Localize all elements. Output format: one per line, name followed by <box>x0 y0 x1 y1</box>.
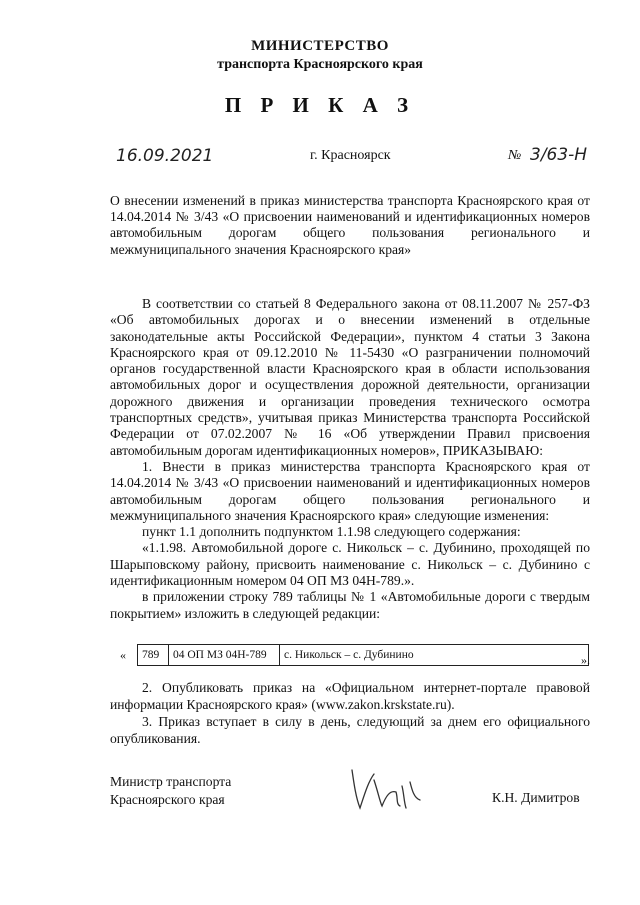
handwritten-signature <box>340 762 430 814</box>
preamble-paragraph: В соответствии со статьей 8 Федерального закона от 08.11.2007 № 257-ФЗ «Об автомобильных дорогах и о внесении изменений в отдельные законодательные акты Российской Федерации», пунктом 4 статьи 3 Закона Красноярского края от 09.12.2010 № 11-5430 «О разграничении полномочий органов государственной власти Красноярского края в области использования автомобильных дорог и осуществления дорожной деятельности, организации дорожного движения и организации проведения технического осмотра транспортных средств», учитывая приказ Министерства транспорта Российской Федерации от 07.02.2007 № 16 «Об утверждении Правил присвоения автомобильным дорогам идентификационных номеров», ПРИКАЗЫВАЮ: <box>110 296 590 458</box>
item-1-1-paragraph: пункт 1.1 дополнить подпунктом 1.1.98 следующего содержания: <box>142 524 521 540</box>
item-2-paragraph: 2. Опубликовать приказ на «Официальном интернет-портале правовой информации Красноярского края» (www.zakon.krskstate.ru). <box>110 680 590 712</box>
document-body-continued <box>110 679 590 747</box>
table-cell-name: с. Никольск – с. Дубинино <box>280 645 589 666</box>
document-city: г. Красноярск <box>310 148 391 163</box>
signatory-position-line2: Красноярского края <box>110 792 225 807</box>
ministry-region: транспорта Красноярского края <box>217 57 423 72</box>
item-3-paragraph: 3. Приказ вступает в силу в день, следующий за днем его официального опубликования. <box>110 714 590 746</box>
road-table-row <box>137 644 589 666</box>
signatory-position-line1: Министр транспорта <box>110 774 232 789</box>
quote-open: « <box>120 648 126 662</box>
table-cell-id: 04 ОП МЗ 04Н-789 <box>169 645 280 666</box>
document-subject: О внесении изменений в приказ министерства транспорта Красноярского края от 14.04.2014 № 3/43 «О присвоении наименований и идентификационных номеров автомобильным дорогам общего пользования регионального и межмуниципального значения Красноярского края» <box>110 193 590 257</box>
ministry-heading: МИНИСТЕРСТВО <box>251 38 389 54</box>
quote-close: ». <box>581 653 590 667</box>
signatory-position <box>110 773 231 809</box>
document-body <box>110 296 590 622</box>
table-row <box>138 645 589 666</box>
document-date: 16.09.2021 <box>116 146 214 166</box>
item-1-1-98-paragraph: «1.1.98. Автомобильной дороге с. Никольск – с. Дубинино, проходящей по Шарыповскому району, присвоить наименование с. Никольск – с. Дубинино с идентификационным номером 04 ОП МЗ 04Н-789.». <box>110 540 590 589</box>
signatory-name: К.Н. Димитров <box>492 790 580 805</box>
document-title: П Р И К А З <box>224 93 416 117</box>
appendix-paragraph: в приложении строку 789 таблицы № 1 «Автомобильные дороги с твердым покрытием» изложить в следующей редакции: <box>110 589 590 621</box>
document-number: 3/63-Н <box>530 145 588 165</box>
document-number-label: № <box>508 148 522 163</box>
table-row-block <box>117 644 597 670</box>
table-cell-number: 789 <box>138 645 169 666</box>
item-1-paragraph: 1. Внести в приказ министерства транспорта Красноярского края от 14.04.2014 № 3/43 «О присвоении наименований и идентификационных номеров автомобильным дорогам общего пользования регионального и межмуниципального значения Красноярского края» следующие изменения: <box>110 458 590 523</box>
